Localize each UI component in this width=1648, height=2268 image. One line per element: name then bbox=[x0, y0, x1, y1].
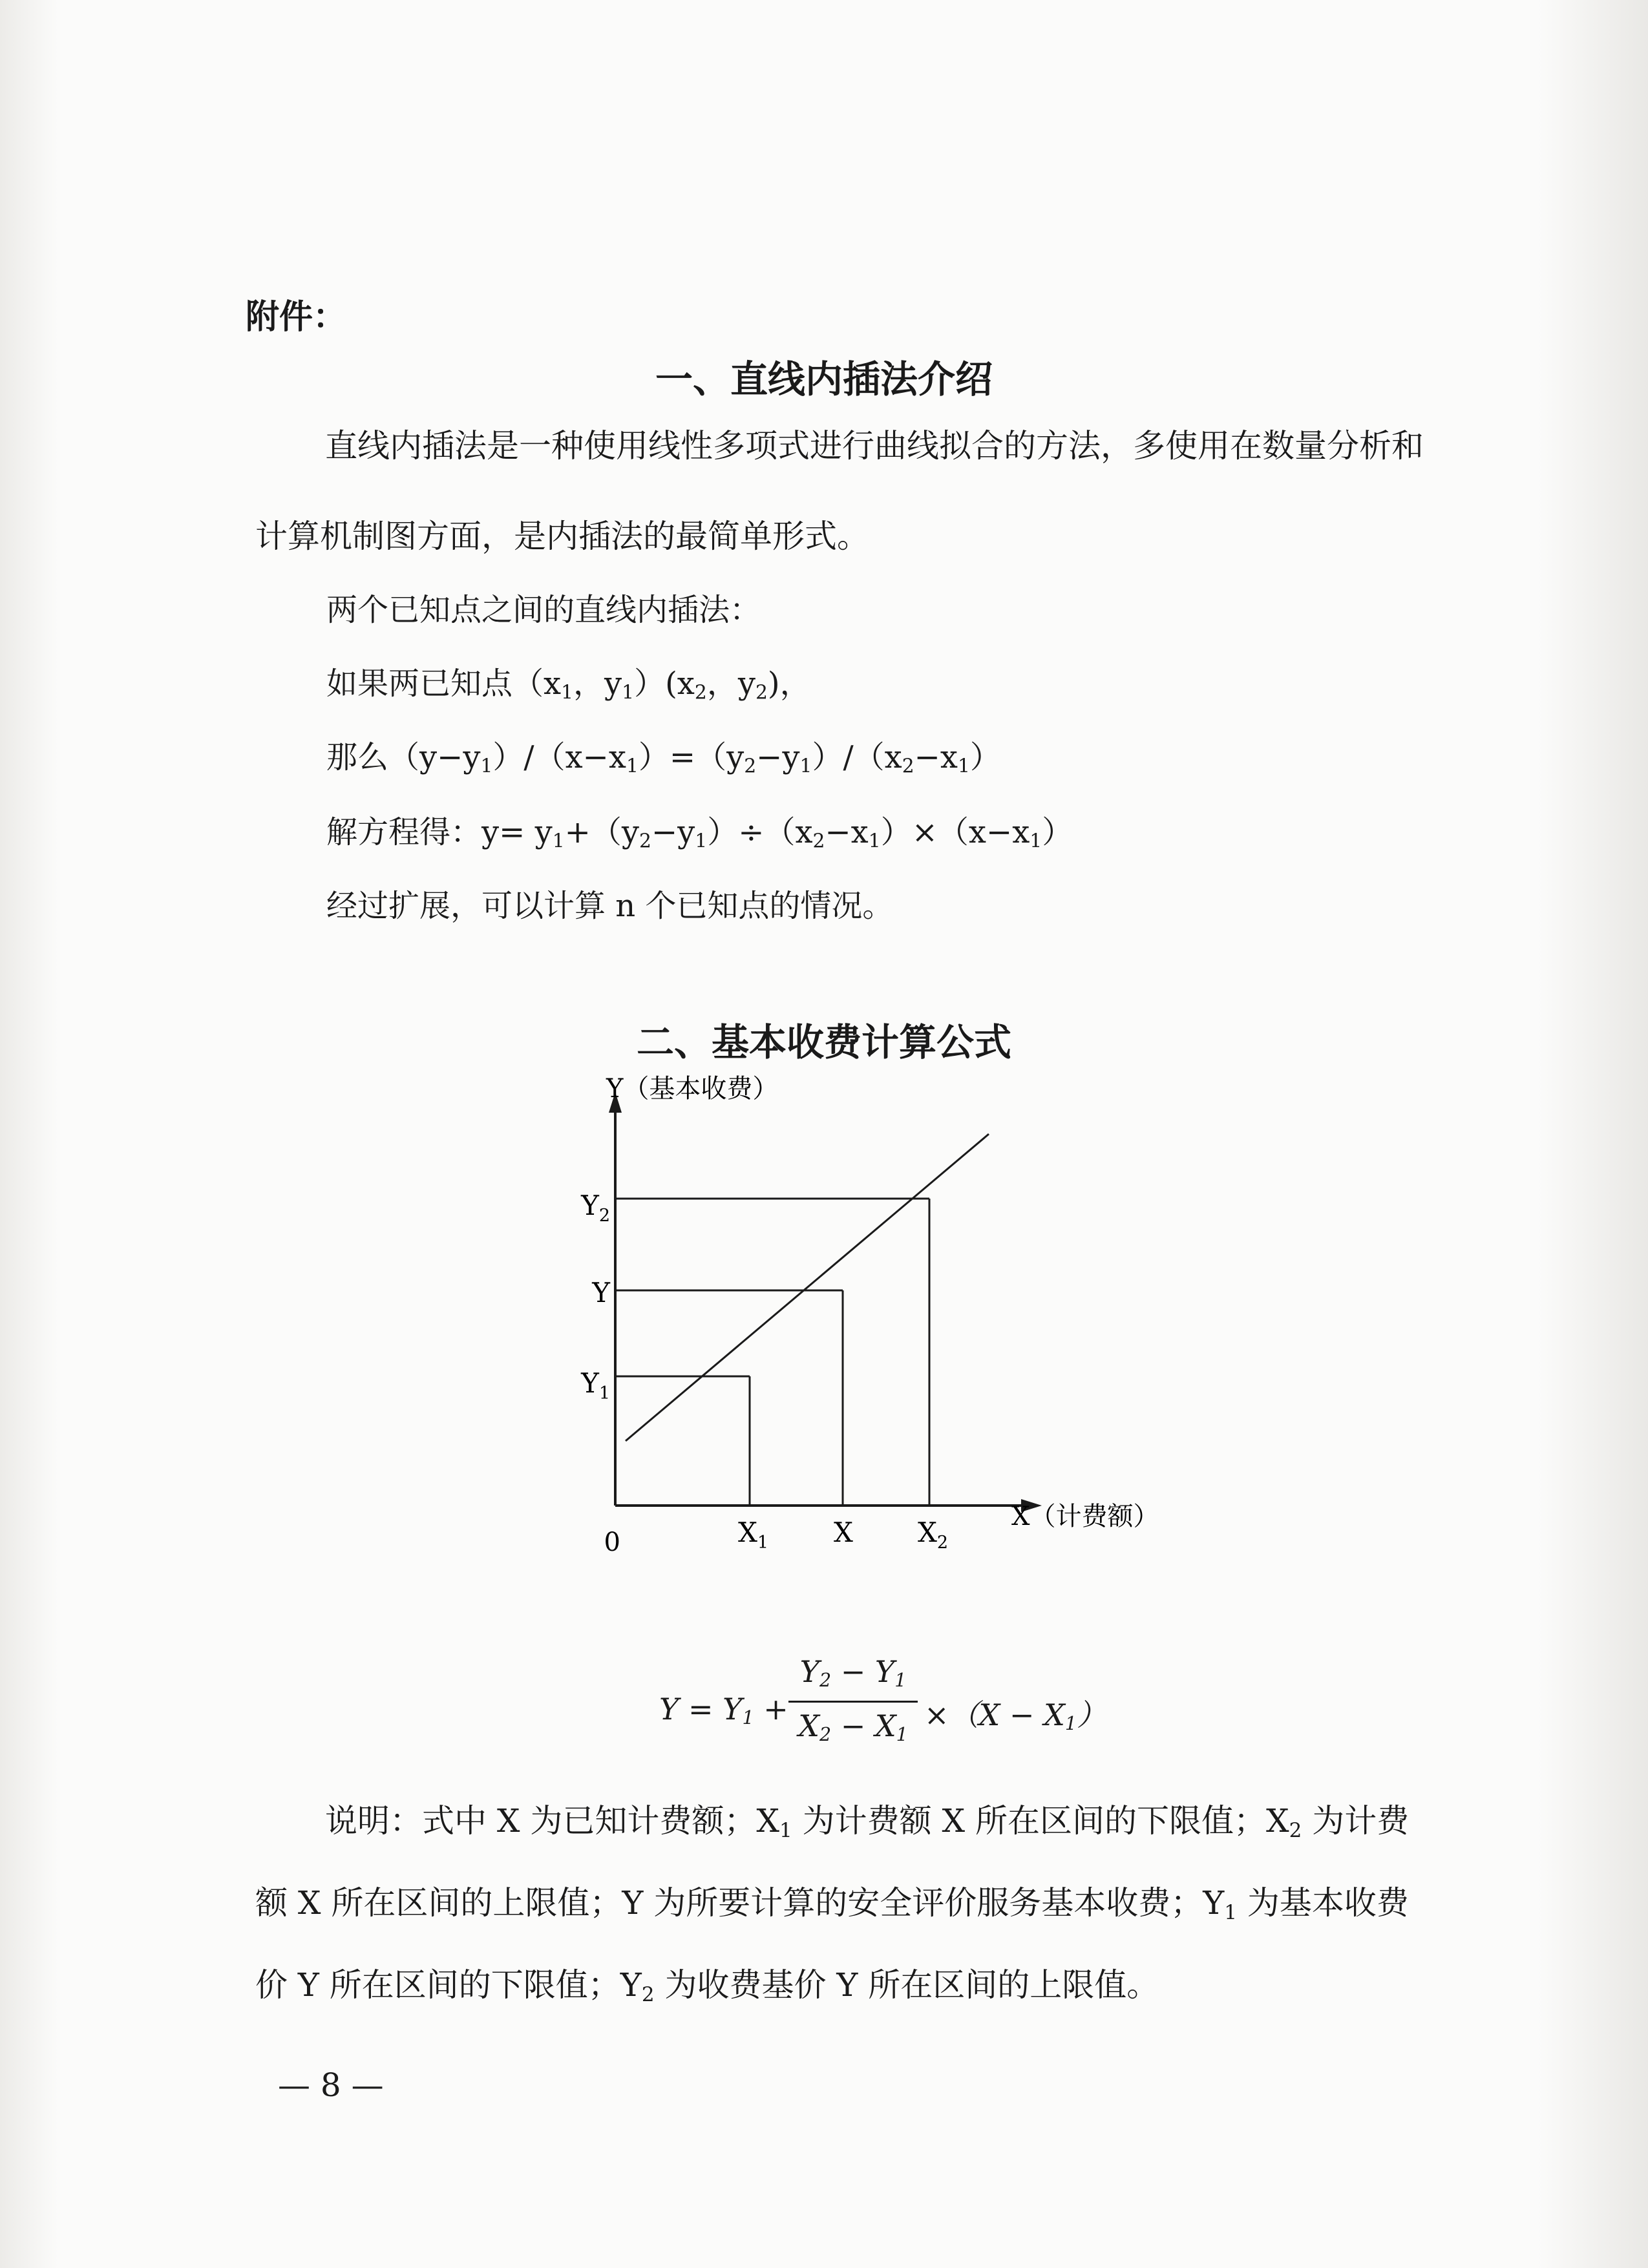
y2-tick-label: $Y_2$ bbox=[581, 1190, 610, 1226]
y1-tick-label: $Y_1$ bbox=[581, 1367, 610, 1403]
interp-line-1: 两个已知点之间的直线内插法： bbox=[326, 592, 761, 628]
interp-line-3: 那么$(y-y_1)/(x-x_1)=(y_2-y_1)/(x_2-x_1)$ bbox=[326, 739, 1001, 778]
interpolation-graph bbox=[569, 1066, 1159, 1564]
x2-tick-label: $X_2$ bbox=[918, 1517, 949, 1553]
interp-line-5: 经过扩展，可以计算 n 个已知点的情况。 bbox=[326, 888, 894, 924]
y-tick-label: Y bbox=[592, 1277, 610, 1308]
intro-text: 直线内插法是一种使用线性多项式进行曲线拟合的方法，多使用在数量分析和计算机制图方面，是内插法的最简单形式。 bbox=[255, 427, 1424, 555]
page-number: — 8 — bbox=[278, 2066, 384, 2104]
x-axis-label: X（计费额） bbox=[1011, 1502, 1159, 1531]
formula-lhs: $Y = Y_1$ + bbox=[659, 1692, 788, 1729]
interp-line-4: 解方程得：$y= y_1+(y_2-y_1)\div(x_2-x_1)\times(x-x_1)$ bbox=[326, 814, 1073, 853]
x1-tick-label: $X_1$ bbox=[738, 1517, 769, 1553]
y-axis-label: Y（基本收费） bbox=[606, 1074, 779, 1104]
origin-label: 0 bbox=[604, 1528, 620, 1557]
basic-fee-formula bbox=[659, 1654, 1106, 1746]
formula-denominator: $X_2 - X_1$ bbox=[798, 1708, 908, 1746]
section1-intro bbox=[255, 401, 1438, 582]
section2-title: 二、基本收费计算公式 bbox=[636, 1020, 1011, 1064]
interpolation-line bbox=[626, 1134, 989, 1441]
formula-numerator: $Y_2 - Y_1$ bbox=[799, 1654, 907, 1692]
x-tick-label: X bbox=[834, 1517, 853, 1548]
formula-fraction-bar bbox=[788, 1701, 918, 1703]
explanation-paragraph: 说明：式中 X 为已知计费额；$X_1$ 为计费额 X 所在区间的下限值；$X_2$ 为计费额 X 所在区间的上限值；Y 为所要计算的安全评价服务基本收费；$Y_1$ 为基本收费价 Y 所在区间的下限值；$Y_2$ 为收费基价 Y 所在区间的上限值。 bbox=[255, 1802, 1410, 2006]
interp-line-2: 如果两已知点（$x_1$，$y_1)(x_2$，$y_2$)， bbox=[326, 666, 811, 704]
section1-title: 一、直线内插法介绍 bbox=[655, 357, 993, 401]
formula-rhs: $\times(X - X_1)$ bbox=[924, 1697, 1106, 1735]
attachment-label: 附件： bbox=[246, 298, 347, 337]
